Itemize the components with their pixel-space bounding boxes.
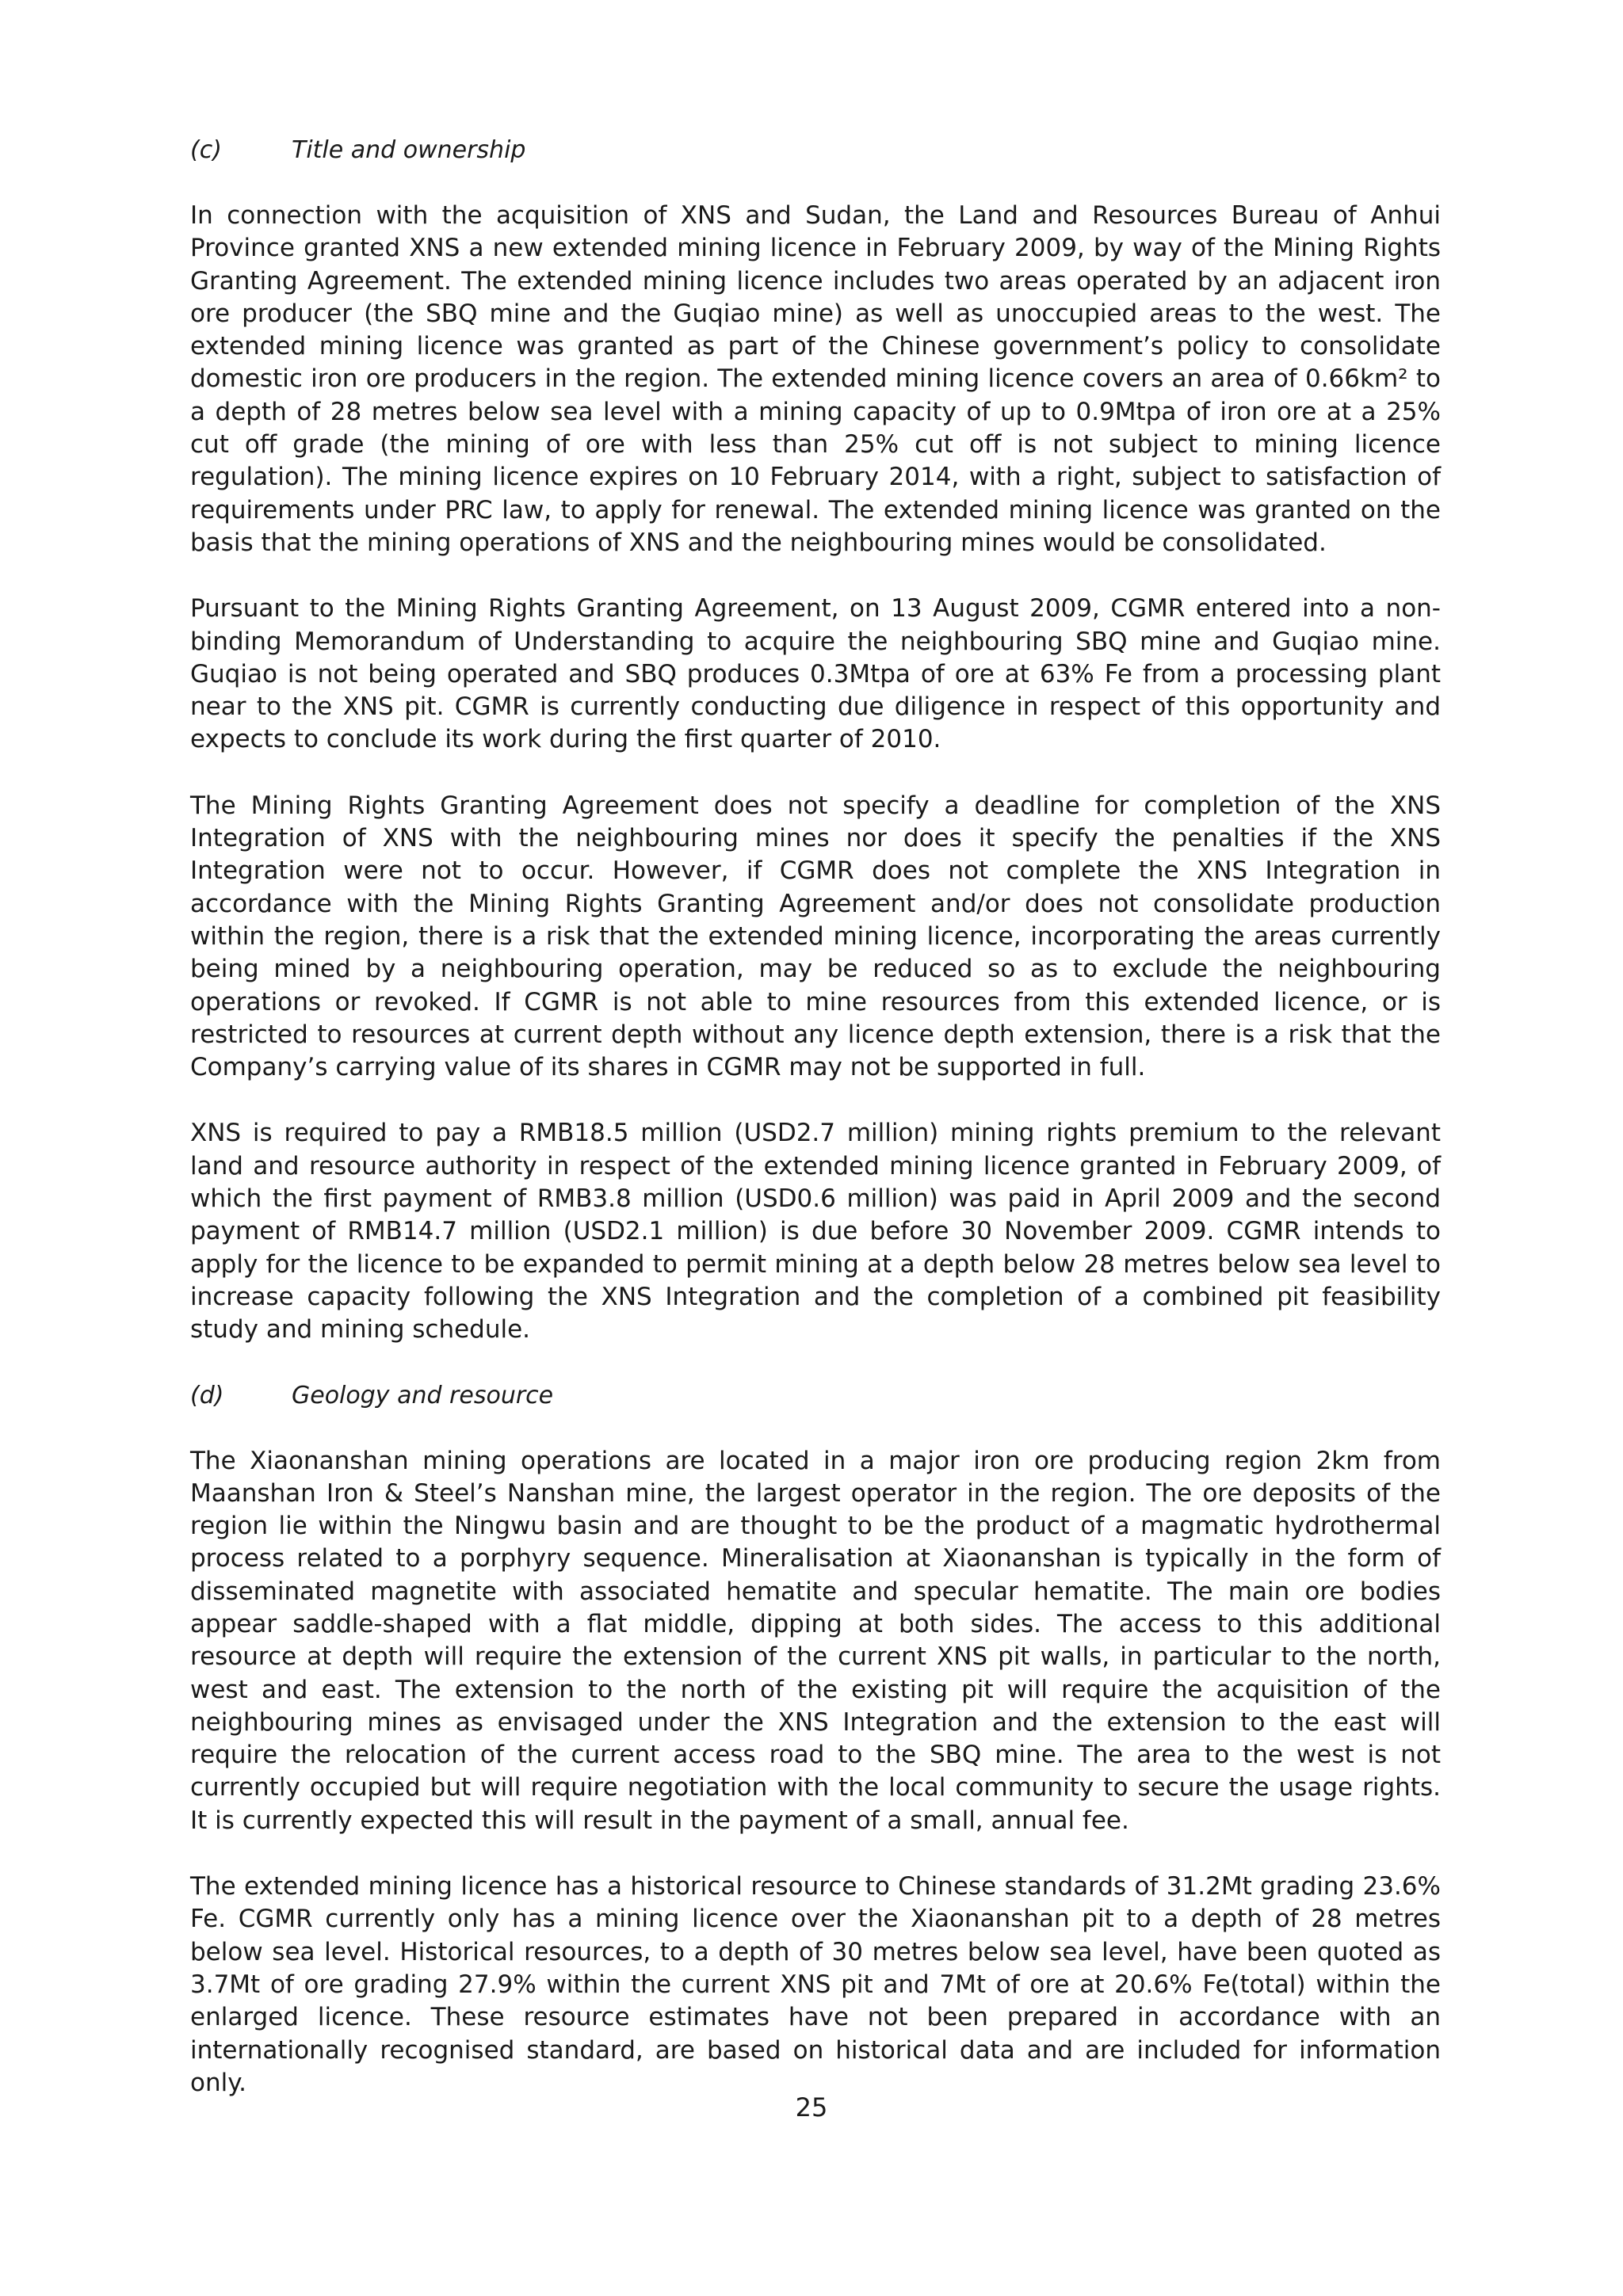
- paragraph: In connection with the acquisition of XNS and Sudan, the Land and Resources Bureau of Anhui Province granted XNS a new extended mining licence in February 2009, by way of the Mining Rights Granting Agreement. The extended mining licence includes two areas operated by an adjacent iron ore producer (the SBQ mine and the Guqiao mine) as well as unoccupied areas to the west. The extended mining licence was granted as part of the Chinese government’s policy to consolidate domestic iron ore producers in the region. The extended mining licence covers an area of 0.66km² to a depth of 28 metres below sea level with a mining capacity of up to 0.9Mtpa of iron ore at a 25% cut off grade (the mining of ore with less than 25% cut off is not subject to mining licence regulation). The mining licence expires on 10 February 2014, with a right, subject to satisfaction of requirements under PRC law, to apply for renewal. The extended mining licence was granted on the basis that the mining operations of XNS and the neighbouring mines would be consolidated.: [190, 201, 1441, 557]
- paragraph: The extended mining licence has a historical resource to Chinese standards of 31.2Mt grading 23.6% Fe. CGMR currently only has a mining licence over the Xiaonanshan pit to a depth of 28 metres below sea level. Historical resources, to a depth of 30 metres below sea level, have been quoted as 3.7Mt of ore grading 27.9% within the current XNS pit and 7Mt of ore at 20.6% Fe(total) within the enlarged licence. These resource estimates have not been prepared in accordance with an internationally recognised standard, are based on historical data and are included for information only.: [190, 1872, 1441, 2097]
- section-heading-geology-and-resource: [190, 1380, 1441, 1412]
- section-heading-title-and-ownership: [190, 135, 1441, 166]
- page-number: 25: [795, 2092, 828, 2122]
- section-title: Geology and resource: [292, 1381, 554, 1409]
- paragraph: XNS is required to pay a RMB18.5 million (USD2.7 million) mining rights premium to the relevant land and resource authority in respect of the extended mining licence granted in February 2009, of which the first payment of RMB3.8 million (USD0.6 million) was paid in April 2009 and the second payment of RMB14.7 million (USD2.1 million) is due before 30 November 2009. CGMR intends to apply for the licence to be expanded to permit mining at a depth below 28 metres below sea level to increase capacity following the XNS Integration and the completion of a combined pit feasibility study and mining schedule.: [190, 1119, 1441, 1344]
- section-label: (c): [190, 136, 222, 164]
- section-label: (d): [190, 1381, 224, 1409]
- section-title: Title and ownership: [292, 136, 526, 164]
- document-page: [190, 135, 1441, 2100]
- paragraph: Pursuant to the Mining Rights Granting Agreement, on 13 August 2009, CGMR entered into a non-binding Memorandum of Understanding to acquire the neighbouring SBQ mine and Guqiao mine. Guqiao is not being operated and SBQ produces 0.3Mtpa of ore at 63% Fe from a processing plant near to the XNS pit. CGMR is currently conducting due diligence in respect of this opportunity and expects to conclude its work during the first quarter of 2010.: [190, 594, 1441, 754]
- paragraph: The Mining Rights Granting Agreement does not specify a deadline for completion of the XNS Integration of XNS with the neighbouring mines nor does it specify the penalties if the XNS Integration were not to occur. However, if CGMR does not complete the XNS Integration in accordance with the Mining Rights Granting Agreement and/or does not consolidate production within the region, there is a risk that the extended mining licence, incorporating the areas currently being mined by a neighbouring operation, may be reduced so as to exclude the neighbouring operations or revoked. If CGMR is not able to mine resources from this extended licence, or is restricted to resources at current depth without any licence depth extension, there is a risk that the Company’s carrying value of its shares in CGMR may not be supported in full.: [190, 791, 1441, 1082]
- paragraph: The Xiaonanshan mining operations are located in a major iron ore producing region 2km from Maanshan Iron & Steel’s Nanshan mine, the largest operator in the region. The ore deposits of the region lie within the Ningwu basin and are thought to be the product of a magmatic hydrothermal process related to a porphyry sequence. Mineralisation at Xiaonanshan is typically in the form of disseminated magnetite with associated hematite and specular hematite. The main ore bodies appear saddle-shaped with a flat middle, dipping at both sides. The access to this additional resource at depth will require the extension of the current XNS pit walls, in particular to the north, west and east. The extension to the north of the existing pit will require the acquisition of the neighbouring mines as envisaged under the XNS Integration and the extension to the east will require the relocation of the current access road to the SBQ mine. The area to the west is not currently occupied but will require negotiation with the local community to secure the usage rights. It is currently expected this will result in the payment of a small, annual fee.: [190, 1446, 1441, 1835]
